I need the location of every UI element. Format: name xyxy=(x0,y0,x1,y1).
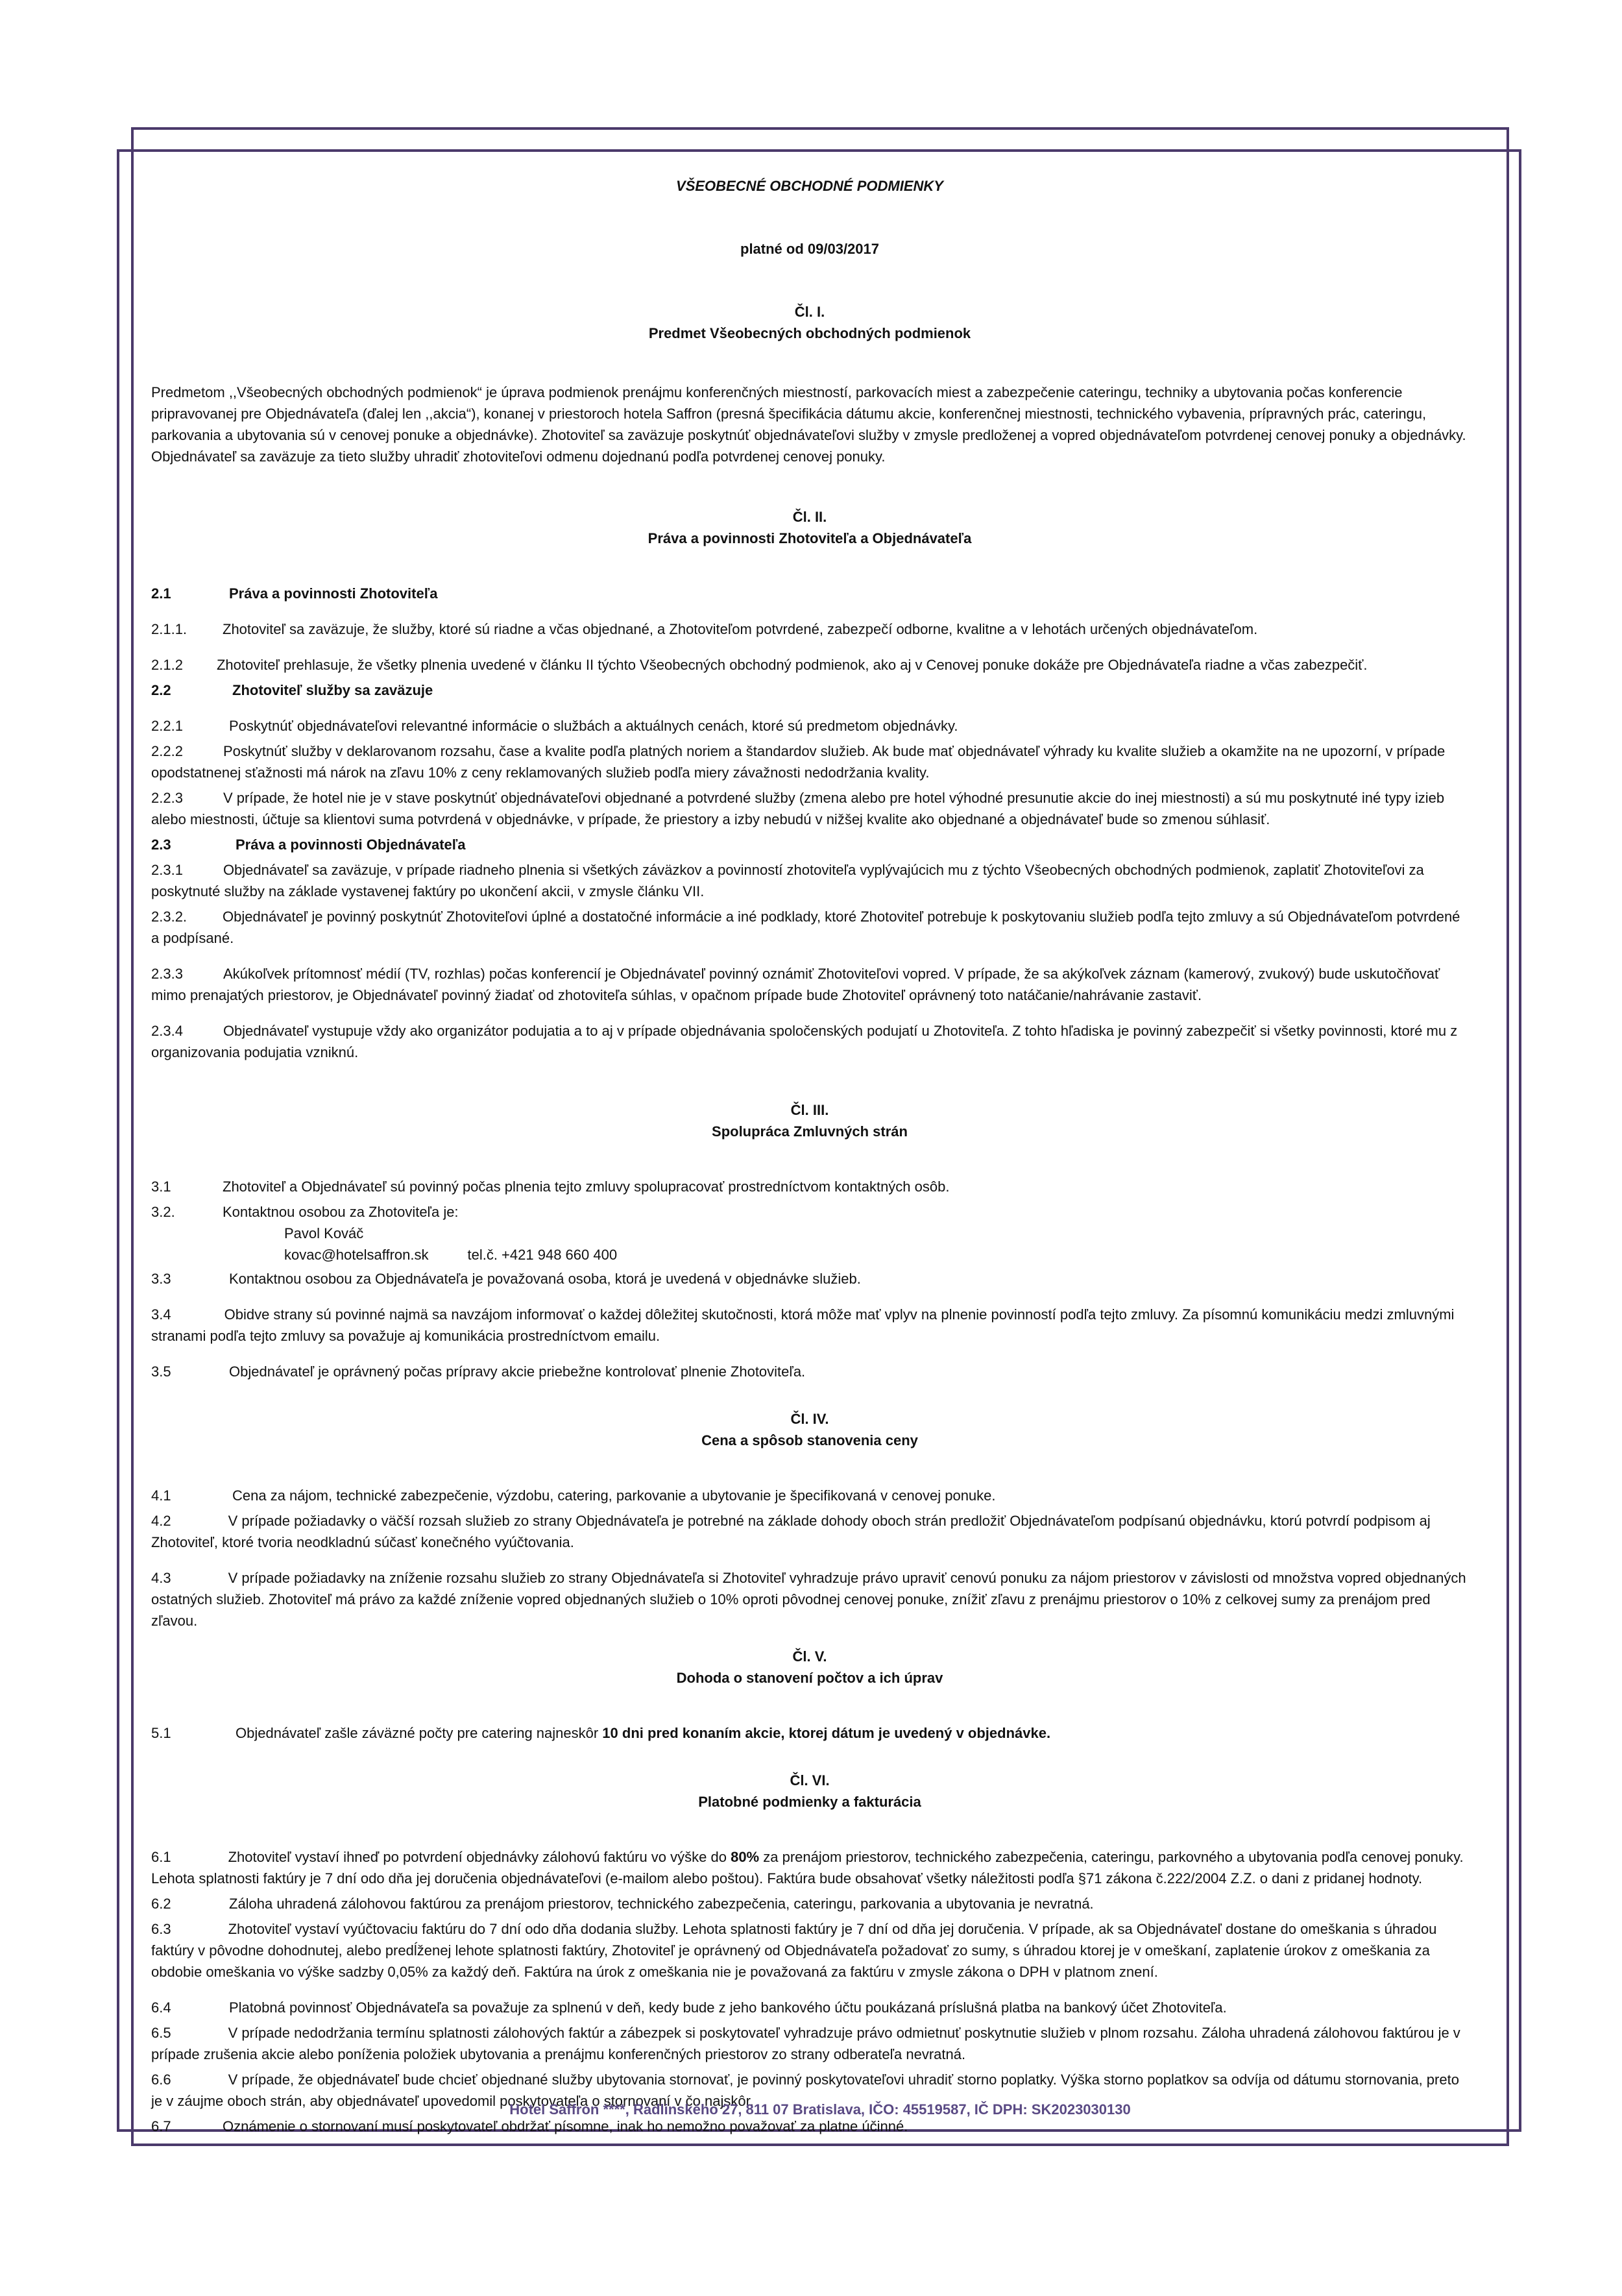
clause-number: 3.2. xyxy=(151,1204,175,1220)
clause-text: Objednávateľ zašle záväzné počty pre catering najneskôr xyxy=(236,1725,603,1741)
clause-number: 2.2.2 xyxy=(151,743,183,759)
contact-email: kovac@hotelsaffron.sk xyxy=(284,1247,429,1263)
clause-number: 2.3.3 xyxy=(151,966,183,982)
valid-from: platné od 09/03/2017 xyxy=(740,241,879,257)
clause-text: Kontaktnou osobou za Zhotoviteľa je: xyxy=(223,1204,459,1220)
clause-3-5 xyxy=(151,1361,1468,1382)
clause-text: Zhotoviteľ vystaví ihneď po potvrdení objednávky zálohovú faktúru vo výške do xyxy=(228,1849,731,1865)
section-2-2-heading xyxy=(151,679,1468,701)
clause-text: V prípade požiadavky o väčší rozsah služieb zo strany Objednávateľa je potrebné na základe dohody oboch strán predložiť Objednávateľom podpísanú objednávku, ktorú potvrdí podpisom aj Zhotoviteľ, ktoré tvoria neodkladnú súčasť konečného vyúčtovania. xyxy=(151,1513,1431,1550)
article-3-number: Čl. III. xyxy=(790,1102,829,1118)
clause-6-2 xyxy=(151,1893,1468,1914)
clause-number: 3.5 xyxy=(151,1363,171,1380)
clause-number: 4.1 xyxy=(151,1487,171,1504)
clause-4-3 xyxy=(151,1567,1468,1631)
clause-text: Poskytnúť objednávateľovi relevantné informácie o službách a aktuálnych cenách, ktoré sú predmetom objednávky. xyxy=(229,718,958,734)
clause-text: Kontaktnou osobou za Objednávateľa je považovaná osoba, ktorá je uvedená v objednávke služieb. xyxy=(229,1271,861,1287)
clause-6-1 xyxy=(151,1846,1468,1889)
article-6-number: Čl. VI. xyxy=(790,1772,830,1789)
clause-text: Zhotoviteľ vystaví vyúčtovaciu faktúru do 7 dní odo dňa dodania služby. Lehota splatnosti faktúry je 7 dní od dňa jej doručenia. V prípade, ak sa Objednávateľ dostane do omeškania s úhradou faktúry v pôvodne dohodnutej, alebo predĺženej lehote splatnosti faktúry, Zhotoviteľ je oprávnený od Objednávateľa požadovať zo sumy, s úhradou ktorej je v omeškaní, zaplatenie úrokov z omeškania za obdobie omeškania vo výške sadzby 0,05% za každý deň. Faktúra na úrok z omeškania nie je považovaná za faktúru v zmysle zákona o DPH v platnom znení. xyxy=(151,1921,1437,1980)
clause-3-3 xyxy=(151,1268,1468,1289)
clause-text: V prípade, že objednávateľ bude chcieť objednané služby ubytovania stornovať, je povinný poskytovateľovi uhradiť storno poplatky. Výška storno poplatkov sa odvíja od dátumu stornovania, preto je v záujme oboch strán, aby objednávateľ upovedomil poskytovateľa o stornovaní v čo najskôr. xyxy=(151,2071,1459,2109)
article-5-number: Čl. V. xyxy=(792,1648,827,1665)
article-1-title: Predmet Všeobecných obchodných podmienok xyxy=(648,325,971,341)
clause-text: Záloha uhradená zálohovou faktúrou za prenájom priestorov, technického zabezpečenia, cateringu, parkovania a ubytovania je nevratná. xyxy=(229,1896,1094,1912)
clause-text: Cena za nájom, technické zabezpečenie, výzdobu, catering, parkovanie a ubytovanie je špecifikovaná v cenovej ponuke. xyxy=(232,1487,996,1504)
clause-text: Objednávateľ vystupuje vždy ako organizátor podujatia a to aj v prípade objednávania spoločenských podujatí u Zhotoviteľa. Z tohto hľadiska je povinný zabezpečiť si všetky povinnosti, ktoré mu z organizovania podujatia vzniknú. xyxy=(151,1023,1458,1060)
clause-3-4 xyxy=(151,1304,1468,1347)
clause-5-1 xyxy=(151,1722,1468,1744)
contact-details xyxy=(151,1244,1468,1265)
article-3-title: Spolupráca Zmluvných strán xyxy=(712,1123,908,1140)
clause-4-1 xyxy=(151,1485,1468,1506)
article-4-title: Cena a spôsob stanovenia ceny xyxy=(701,1432,918,1448)
contact-name: Pavol Kováč xyxy=(284,1225,364,1241)
clause-number: 6.4 xyxy=(151,1999,171,2016)
clause-number: 2.2.1 xyxy=(151,718,183,734)
section-2-1-heading xyxy=(151,583,1468,604)
clause-text: V prípade, že hotel nie je v stave poskytnúť objednávateľovi objednané a potvrdené služby (zmena alebo pre hotel výhodné presunutie akcie do inej miestnosti) a sú mu poskytnuté iné typy izieb alebo miestnosti, účtuje sa klientovi suma potvrdená v objednávke, v prípade, že priestory a izby nebudú v nižšej kvalite ako objednané a objednávateľ bude so zmenou súhlasiť. xyxy=(151,790,1445,827)
clause-6-4 xyxy=(151,1997,1468,2018)
clause-text: Objednávateľ je povinný poskytnúť Zhotoviteľovi úplné a dostatočné informácie a iné podklady, ktoré Zhotoviteľ potrebuje k poskytovaniu služieb podľa tejto zmluvy a sú Objednávateľom potvrdené a podpísané. xyxy=(151,909,1460,946)
clause-2-1-2 xyxy=(151,654,1468,676)
clause-text: Akúkoľvek prítomnosť médií (TV, rozhlas) počas konferencií je Objednávateľ povinný oznámiť Zhotoviteľovi vopred. V prípade, že sa akýkoľvek záznam (kamerový, zvukový) bude uskutočňovať mimo prenajatých priestorov, je Objednávateľ povinný žiadať od zhotoviteľa súhlas, v opačnom prípade bude Zhotoviteľ oprávnený toto natáčanie/nahrávanie zastaviť. xyxy=(151,966,1440,1003)
clause-6-3 xyxy=(151,1918,1468,1983)
clause-text: Zhotoviteľ prehlasuje, že všetky plnenia uvedené v článku II týchto Všeobecných obchodný podmienok, ako aj v Cenovej ponuke dokáže pre Objednávateľa riadne a včas zabezpečiť. xyxy=(216,657,1368,673)
clause-number: 6.6 xyxy=(151,2071,171,2088)
clause-number: 2.3.2. xyxy=(151,909,188,925)
clause-number: 2.2.3 xyxy=(151,790,183,806)
clause-2-3-3 xyxy=(151,963,1468,1006)
section-number: 2.2 xyxy=(151,682,171,698)
clause-text: Zhotoviteľ sa zaväzuje, že služby, ktoré sú riadne a včas objednané, a Zhotoviteľom potvrdené, zabezpečí odborne, kvalitne a v lehotách určených objednávateľom. xyxy=(223,621,1258,637)
clause-2-3-4 xyxy=(151,1020,1468,1063)
article-6-title: Platobné podmienky a fakturácia xyxy=(698,1794,921,1810)
contact-phone: tel.č. +421 948 660 400 xyxy=(467,1247,618,1263)
deposit-percent: 80% xyxy=(731,1849,760,1865)
clause-text: Zhotoviteľ a Objednávateľ sú povinný počas plnenia tejto zmluvy spolupracovať prostredníctvom kontaktných osôb. xyxy=(223,1179,950,1195)
clause-text: Platobná povinnosť Objednávateľa sa považuje za splnenú v deň, kedy bude z jeho bankového účtu poukázaná príslušná platba na bankový účet Zhotoviteľa. xyxy=(229,1999,1227,2016)
clause-number: 2.1.2 xyxy=(151,657,183,673)
clause-number: 2.3.4 xyxy=(151,1023,183,1039)
clause-4-2 xyxy=(151,1510,1468,1553)
article-2-number: Čl. II. xyxy=(792,509,827,525)
clause-number: 4.3 xyxy=(151,1570,171,1586)
clause-number: 2.3.1 xyxy=(151,862,183,878)
clause-text: Oznámenie o stornovaní musí poskytovateľ obdržať písomne, inak ho nemožno považovať za platne účinné. xyxy=(223,2118,908,2134)
clause-number: 6.7 xyxy=(151,2118,171,2134)
section-title: Práva a povinnosti Objednávateľa xyxy=(236,837,466,853)
clause-text: Obidve strany sú povinné najmä sa navzájom informovať o každej dôležitej skutočnosti, ktorá môže mať vplyv na plnenie povinností podľa tejto zmluvy. Za písomnú komunikáciu medzi zmluvnými stranami podľa tejto zmluvy sa považuje aj komunikácia prostredníctvom emailu. xyxy=(151,1306,1455,1344)
article-4-number: Čl. IV. xyxy=(790,1411,829,1427)
clause-2-2-1 xyxy=(151,715,1468,737)
clause-text: Objednávateľ sa zaväzuje, v prípade riadneho plnenia si všetkých záväzkov a povinností zhotoviteľa vyplývajúcich mu z týchto Všeobecných obchodných podmienok, zaplatiť Zhotoviteľovi za poskytnuté služby na základe vystavenej faktúry po ukončení akcii, v zmysle článku VII. xyxy=(151,862,1424,899)
clause-2-1-1 xyxy=(151,618,1468,640)
clause-2-2-3 xyxy=(151,787,1468,830)
clause-text: V prípade nedodržania termínu splatnosti zálohových faktúr a zábezpek si poskytovateľ vyhradzuje právo odmietnuť poskytnutie služieb v plnom rozsahu. Záloha uhradená zálohovou faktúrou je v prípade zrušenia akcie alebo poníženia položiek ubytovania a prenájmu konferenčných priestorov zo strany odberateľa nevratná. xyxy=(151,2025,1460,2062)
clause-text-emphasis: 10 dni pred konaním akcie, ktorej dátum je uvedený v objednávke. xyxy=(602,1725,1051,1741)
clause-2-3-2 xyxy=(151,906,1468,949)
clause-number: 4.2 xyxy=(151,1513,171,1529)
clause-number: 6.3 xyxy=(151,1921,171,1937)
article-2-title: Práva a povinnosti Zhotoviteľa a Objednávateľa xyxy=(648,530,972,546)
clause-2-3-1 xyxy=(151,859,1468,902)
document-title: VŠEOBECNÉ OBCHODNÉ PODMIENKY xyxy=(676,178,943,194)
section-2-3-heading xyxy=(151,834,1468,855)
clause-number: 5.1 xyxy=(151,1725,171,1741)
document-body xyxy=(151,175,1468,2141)
clause-number: 3.3 xyxy=(151,1271,171,1287)
clause-text: V prípade požiadavky na zníženie rozsahu služieb zo strany Objednávateľa si Zhotoviteľ vyhradzuje právo upraviť cenovú ponuku za nájom priestorov v závislosti od množstva vopred objednaných ostatných služieb. Zhotoviteľ má právo za každé zníženie vopred objednaných služieb o 10% oproti pôvodnej cenovej ponuke, znížiť zľavu z prenájmu priestorov o 10% z celkovej sumy za prenájom pred zľavou. xyxy=(151,1570,1466,1629)
clause-number: 6.2 xyxy=(151,1896,171,1912)
clause-2-2-2 xyxy=(151,740,1468,783)
clause-3-2 xyxy=(151,1201,1468,1223)
section-title: Práva a povinnosti Zhotoviteľa xyxy=(229,585,438,602)
section-title: Zhotoviteľ služby sa zaväzuje xyxy=(232,682,433,698)
section-number: 2.3 xyxy=(151,837,171,853)
page-footer: Hotel Saffron ****, Radlinského 27, 811 07 Bratislava, IČO: 45519587, IČ DPH: SK2023030130 xyxy=(509,2101,1131,2118)
article-1-text: Predmetom ,,Všeobecných obchodných podmienok“ je úprava podmienok prenájmu konferenčných miestností, parkovacích miest a zabezpečenie cateringu, techniky a ubytovania počas konferencie pripravovanej pre Objednávateľa (ďalej len ,,akcia“), konanej v priestoroch hotela Saffron (presná špecifikácia dátumu akcie, konferenčnej miestnosti, technického vybavenia, prípravných prác, cateringu, parkovania a ubytovania sú v cenovej ponuke a objednávke). Zhotoviteľ sa zaväzuje poskytnúť objednávateľovi služby v zmysle predloženej a vopred objednávateľom potvrdenej cenovej ponuky a objednávky. Objednávateľ sa zaväzuje za tieto služby uhradiť zhotoviteľovi odmenu dojednanú podľa potvrdenej cenovej ponuky. xyxy=(151,384,1466,465)
clause-number: 6.5 xyxy=(151,2025,171,2041)
clause-3-1 xyxy=(151,1176,1468,1197)
clause-6-7 xyxy=(151,2116,1468,2137)
clause-text-cont: za prenájom priestorov, technického zabezpečenia, cateringu, parkovného a ubytovania podľa cenovej ponuky. Lehota splatnosti faktúry je 7 dní odo dňa jej doručenia objednávateľovi (e-mailom alebo poštou). Faktúra bude obsahovať všetky náležitosti podľa §71 zákona č.222/2004 Z.Z. o dani z pridanej hodnoty. xyxy=(151,1849,1464,1887)
section-number: 2.1 xyxy=(151,585,171,602)
article-1-number: Čl. I. xyxy=(794,304,825,320)
clause-text: Poskytnúť služby v deklarovanom rozsahu, čase a kvalite podľa platných noriem a štandardov služieb. Ak bude mať objednávateľ výhrady ku kvalite služieb a okamžite na ne upozorní, v prípade opodstatnenej sťažnosti má nárok na zľavu 10% z ceny reklamovaných služieb podľa miery závažnosti nedodržania kvality. xyxy=(151,743,1446,781)
clause-number: 2.1.1. xyxy=(151,621,188,637)
clause-6-5 xyxy=(151,2022,1468,2065)
clause-number: 6.1 xyxy=(151,1849,171,1865)
clause-number: 3.1 xyxy=(151,1179,171,1195)
clause-text: Objednávateľ je oprávnený počas prípravy akcie priebežne kontrolovať plnenie Zhotoviteľa. xyxy=(229,1363,806,1380)
clause-number: 3.4 xyxy=(151,1306,171,1323)
article-5-title: Dohoda o stanovení počtov a ich úprav xyxy=(676,1670,943,1686)
